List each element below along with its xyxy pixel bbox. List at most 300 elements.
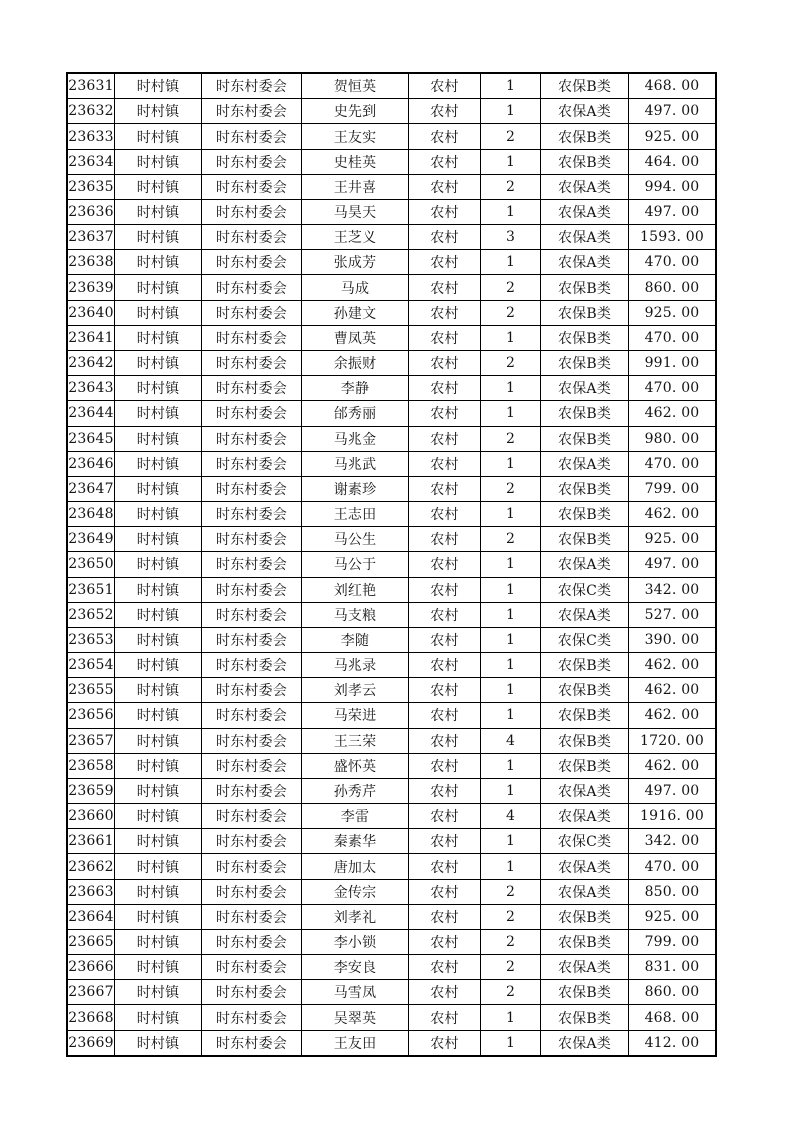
cell-amount: 462. 00 bbox=[629, 653, 717, 678]
cell-count: 1 bbox=[481, 778, 541, 803]
cell-name: 王友田 bbox=[302, 1030, 409, 1056]
cell-category: 农保B类 bbox=[541, 350, 629, 375]
cell-amount: 462. 00 bbox=[629, 502, 717, 527]
cell-count: 1 bbox=[481, 199, 541, 224]
cell-amount: 462. 00 bbox=[629, 703, 717, 728]
cell-count: 2 bbox=[481, 980, 541, 1005]
cell-village: 时东村委会 bbox=[202, 980, 302, 1005]
cell-village: 时东村委会 bbox=[202, 149, 302, 174]
cell-town: 时村镇 bbox=[115, 1005, 202, 1030]
cell-residence: 农村 bbox=[409, 904, 481, 929]
cell-name: 刘孝云 bbox=[302, 678, 409, 703]
cell-count: 1 bbox=[481, 1030, 541, 1056]
table-row bbox=[67, 250, 716, 275]
cell-id: 23667 bbox=[67, 980, 115, 1005]
cell-count: 2 bbox=[481, 275, 541, 300]
cell-residence: 农村 bbox=[409, 376, 481, 401]
cell-id: 23633 bbox=[67, 124, 115, 149]
cell-residence: 农村 bbox=[409, 73, 481, 99]
cell-village: 时东村委会 bbox=[202, 527, 302, 552]
cell-town: 时村镇 bbox=[115, 829, 202, 854]
cell-town: 时村镇 bbox=[115, 275, 202, 300]
cell-village: 时东村委会 bbox=[202, 300, 302, 325]
cell-town: 时村镇 bbox=[115, 527, 202, 552]
cell-amount: 925. 00 bbox=[629, 124, 717, 149]
cell-town: 时村镇 bbox=[115, 401, 202, 426]
cell-category: 农保A类 bbox=[541, 879, 629, 904]
cell-category: 农保C类 bbox=[541, 829, 629, 854]
cell-town: 时村镇 bbox=[115, 778, 202, 803]
table-row bbox=[67, 728, 716, 753]
table-row bbox=[67, 929, 716, 954]
table-row bbox=[67, 653, 716, 678]
cell-id: 23645 bbox=[67, 426, 115, 451]
cell-category: 农保B类 bbox=[541, 678, 629, 703]
cell-name: 李随 bbox=[302, 627, 409, 652]
cell-amount: 991. 00 bbox=[629, 350, 717, 375]
cell-residence: 农村 bbox=[409, 804, 481, 829]
cell-category: 农保B类 bbox=[541, 502, 629, 527]
cell-category: 农保A类 bbox=[541, 376, 629, 401]
cell-count: 2 bbox=[481, 300, 541, 325]
table-row bbox=[67, 149, 716, 174]
cell-amount: 468. 00 bbox=[629, 1005, 717, 1030]
cell-count: 2 bbox=[481, 955, 541, 980]
cell-amount: 1593. 00 bbox=[629, 225, 717, 250]
cell-village: 时东村委会 bbox=[202, 627, 302, 652]
cell-village: 时东村委会 bbox=[202, 778, 302, 803]
cell-category: 农保A类 bbox=[541, 778, 629, 803]
cell-name: 李小锁 bbox=[302, 929, 409, 954]
cell-category: 农保B类 bbox=[541, 1005, 629, 1030]
cell-residence: 农村 bbox=[409, 879, 481, 904]
cell-count: 4 bbox=[481, 728, 541, 753]
cell-amount: 462. 00 bbox=[629, 753, 717, 778]
cell-amount: 462. 00 bbox=[629, 401, 717, 426]
cell-name: 马荣进 bbox=[302, 703, 409, 728]
cell-residence: 农村 bbox=[409, 627, 481, 652]
cell-id: 23634 bbox=[67, 149, 115, 174]
cell-name: 盛怀英 bbox=[302, 753, 409, 778]
cell-town: 时村镇 bbox=[115, 325, 202, 350]
table-row bbox=[67, 502, 716, 527]
cell-amount: 470. 00 bbox=[629, 451, 717, 476]
cell-id: 23640 bbox=[67, 300, 115, 325]
cell-village: 时东村委会 bbox=[202, 502, 302, 527]
cell-residence: 农村 bbox=[409, 275, 481, 300]
cell-count: 1 bbox=[481, 376, 541, 401]
cell-category: 农保B类 bbox=[541, 929, 629, 954]
cell-id: 23657 bbox=[67, 728, 115, 753]
cell-count: 1 bbox=[481, 678, 541, 703]
cell-count: 1 bbox=[481, 250, 541, 275]
cell-town: 时村镇 bbox=[115, 1030, 202, 1056]
cell-residence: 农村 bbox=[409, 174, 481, 199]
cell-town: 时村镇 bbox=[115, 678, 202, 703]
cell-count: 1 bbox=[481, 854, 541, 879]
cell-town: 时村镇 bbox=[115, 653, 202, 678]
cell-count: 2 bbox=[481, 174, 541, 199]
table-row bbox=[67, 829, 716, 854]
cell-town: 时村镇 bbox=[115, 627, 202, 652]
table-row bbox=[67, 476, 716, 501]
cell-town: 时村镇 bbox=[115, 955, 202, 980]
cell-town: 时村镇 bbox=[115, 552, 202, 577]
cell-village: 时东村委会 bbox=[202, 174, 302, 199]
cell-village: 时东村委会 bbox=[202, 1030, 302, 1056]
cell-residence: 农村 bbox=[409, 929, 481, 954]
table-row bbox=[67, 1005, 716, 1030]
cell-name: 王井喜 bbox=[302, 174, 409, 199]
cell-id: 23643 bbox=[67, 376, 115, 401]
cell-count: 1 bbox=[481, 602, 541, 627]
cell-count: 1 bbox=[481, 1005, 541, 1030]
cell-count: 1 bbox=[481, 325, 541, 350]
cell-residence: 农村 bbox=[409, 451, 481, 476]
cell-town: 时村镇 bbox=[115, 199, 202, 224]
cell-amount: 390. 00 bbox=[629, 627, 717, 652]
cell-count: 1 bbox=[481, 577, 541, 602]
cell-residence: 农村 bbox=[409, 300, 481, 325]
cell-count: 3 bbox=[481, 225, 541, 250]
table-row bbox=[67, 451, 716, 476]
cell-amount: 831. 00 bbox=[629, 955, 717, 980]
cell-amount: 342. 00 bbox=[629, 577, 717, 602]
cell-name: 余振财 bbox=[302, 350, 409, 375]
cell-id: 23658 bbox=[67, 753, 115, 778]
cell-name: 贺恒英 bbox=[302, 73, 409, 99]
cell-name: 马公于 bbox=[302, 552, 409, 577]
cell-town: 时村镇 bbox=[115, 502, 202, 527]
cell-id: 23644 bbox=[67, 401, 115, 426]
table-row bbox=[67, 552, 716, 577]
cell-town: 时村镇 bbox=[115, 376, 202, 401]
cell-village: 时东村委会 bbox=[202, 753, 302, 778]
cell-category: 农保A类 bbox=[541, 250, 629, 275]
cell-id: 23649 bbox=[67, 527, 115, 552]
cell-village: 时东村委会 bbox=[202, 275, 302, 300]
cell-id: 23665 bbox=[67, 929, 115, 954]
cell-village: 时东村委会 bbox=[202, 955, 302, 980]
cell-count: 1 bbox=[481, 552, 541, 577]
cell-amount: 1916. 00 bbox=[629, 804, 717, 829]
cell-id: 23631 bbox=[67, 73, 115, 99]
cell-count: 1 bbox=[481, 401, 541, 426]
cell-id: 23662 bbox=[67, 854, 115, 879]
cell-name: 李静 bbox=[302, 376, 409, 401]
cell-town: 时村镇 bbox=[115, 879, 202, 904]
cell-residence: 农村 bbox=[409, 653, 481, 678]
cell-village: 时东村委会 bbox=[202, 426, 302, 451]
cell-town: 时村镇 bbox=[115, 804, 202, 829]
cell-town: 时村镇 bbox=[115, 225, 202, 250]
table-row bbox=[67, 904, 716, 929]
cell-town: 时村镇 bbox=[115, 854, 202, 879]
cell-category: 农保A类 bbox=[541, 199, 629, 224]
data-table bbox=[66, 72, 717, 1057]
cell-name: 马兆金 bbox=[302, 426, 409, 451]
cell-town: 时村镇 bbox=[115, 929, 202, 954]
cell-name: 吴翠英 bbox=[302, 1005, 409, 1030]
cell-count: 1 bbox=[481, 703, 541, 728]
cell-town: 时村镇 bbox=[115, 476, 202, 501]
cell-amount: 860. 00 bbox=[629, 275, 717, 300]
table-row bbox=[67, 804, 716, 829]
cell-count: 1 bbox=[481, 753, 541, 778]
cell-name: 史桂英 bbox=[302, 149, 409, 174]
cell-count: 2 bbox=[481, 527, 541, 552]
cell-name: 王志田 bbox=[302, 502, 409, 527]
cell-town: 时村镇 bbox=[115, 149, 202, 174]
cell-name: 金传宗 bbox=[302, 879, 409, 904]
cell-residence: 农村 bbox=[409, 149, 481, 174]
cell-name: 谢素珍 bbox=[302, 476, 409, 501]
cell-name: 马兆录 bbox=[302, 653, 409, 678]
cell-residence: 农村 bbox=[409, 199, 481, 224]
cell-category: 农保B类 bbox=[541, 653, 629, 678]
cell-village: 时东村委会 bbox=[202, 1005, 302, 1030]
cell-village: 时东村委会 bbox=[202, 451, 302, 476]
cell-village: 时东村委会 bbox=[202, 376, 302, 401]
cell-count: 2 bbox=[481, 476, 541, 501]
table-row bbox=[67, 678, 716, 703]
cell-residence: 农村 bbox=[409, 527, 481, 552]
cell-town: 时村镇 bbox=[115, 602, 202, 627]
cell-residence: 农村 bbox=[409, 476, 481, 501]
cell-residence: 农村 bbox=[409, 350, 481, 375]
cell-village: 时东村委会 bbox=[202, 804, 302, 829]
cell-village: 时东村委会 bbox=[202, 199, 302, 224]
cell-residence: 农村 bbox=[409, 250, 481, 275]
cell-id: 23664 bbox=[67, 904, 115, 929]
cell-id: 23663 bbox=[67, 879, 115, 904]
cell-amount: 925. 00 bbox=[629, 527, 717, 552]
cell-id: 23653 bbox=[67, 627, 115, 652]
cell-village: 时东村委会 bbox=[202, 703, 302, 728]
cell-name: 刘孝礼 bbox=[302, 904, 409, 929]
cell-amount: 468. 00 bbox=[629, 73, 717, 99]
cell-village: 时东村委会 bbox=[202, 653, 302, 678]
cell-amount: 860. 00 bbox=[629, 980, 717, 1005]
cell-id: 23661 bbox=[67, 829, 115, 854]
cell-category: 农保A类 bbox=[541, 602, 629, 627]
cell-category: 农保A类 bbox=[541, 804, 629, 829]
cell-id: 23650 bbox=[67, 552, 115, 577]
cell-village: 时东村委会 bbox=[202, 854, 302, 879]
cell-village: 时东村委会 bbox=[202, 678, 302, 703]
cell-category: 农保A类 bbox=[541, 174, 629, 199]
cell-town: 时村镇 bbox=[115, 753, 202, 778]
cell-id: 23632 bbox=[67, 99, 115, 124]
cell-category: 农保C类 bbox=[541, 627, 629, 652]
cell-name: 王芝义 bbox=[302, 225, 409, 250]
cell-residence: 农村 bbox=[409, 502, 481, 527]
cell-id: 23666 bbox=[67, 955, 115, 980]
cell-amount: 462. 00 bbox=[629, 678, 717, 703]
cell-name: 马公生 bbox=[302, 527, 409, 552]
cell-id: 23659 bbox=[67, 778, 115, 803]
table-row bbox=[67, 73, 716, 99]
cell-residence: 农村 bbox=[409, 325, 481, 350]
cell-category: 农保B类 bbox=[541, 527, 629, 552]
cell-count: 1 bbox=[481, 99, 541, 124]
cell-amount: 527. 00 bbox=[629, 602, 717, 627]
cell-amount: 994. 00 bbox=[629, 174, 717, 199]
cell-village: 时东村委会 bbox=[202, 476, 302, 501]
cell-residence: 农村 bbox=[409, 955, 481, 980]
cell-town: 时村镇 bbox=[115, 577, 202, 602]
cell-category: 农保A类 bbox=[541, 854, 629, 879]
cell-name: 曹凤英 bbox=[302, 325, 409, 350]
cell-residence: 农村 bbox=[409, 1030, 481, 1056]
cell-amount: 850. 00 bbox=[629, 879, 717, 904]
cell-village: 时东村委会 bbox=[202, 602, 302, 627]
cell-residence: 农村 bbox=[409, 401, 481, 426]
cell-amount: 1720. 00 bbox=[629, 728, 717, 753]
cell-id: 23669 bbox=[67, 1030, 115, 1056]
cell-id: 23639 bbox=[67, 275, 115, 300]
cell-town: 时村镇 bbox=[115, 73, 202, 99]
table-row bbox=[67, 854, 716, 879]
cell-village: 时东村委会 bbox=[202, 401, 302, 426]
cell-residence: 农村 bbox=[409, 778, 481, 803]
cell-id: 23646 bbox=[67, 451, 115, 476]
cell-category: 农保B类 bbox=[541, 124, 629, 149]
cell-amount: 497. 00 bbox=[629, 199, 717, 224]
table-row bbox=[67, 778, 716, 803]
cell-residence: 农村 bbox=[409, 703, 481, 728]
table-row bbox=[67, 300, 716, 325]
cell-name: 孙建文 bbox=[302, 300, 409, 325]
cell-name: 邰秀丽 bbox=[302, 401, 409, 426]
cell-residence: 农村 bbox=[409, 728, 481, 753]
cell-id: 23638 bbox=[67, 250, 115, 275]
cell-residence: 农村 bbox=[409, 124, 481, 149]
table-row bbox=[67, 199, 716, 224]
table-row bbox=[67, 124, 716, 149]
cell-village: 时东村委会 bbox=[202, 829, 302, 854]
cell-town: 时村镇 bbox=[115, 350, 202, 375]
cell-category: 农保B类 bbox=[541, 426, 629, 451]
cell-village: 时东村委会 bbox=[202, 325, 302, 350]
table-body bbox=[67, 73, 716, 1056]
table-row bbox=[67, 602, 716, 627]
cell-count: 4 bbox=[481, 804, 541, 829]
table-row bbox=[67, 325, 716, 350]
cell-id: 23642 bbox=[67, 350, 115, 375]
cell-category: 农保A类 bbox=[541, 99, 629, 124]
table-row bbox=[67, 350, 716, 375]
cell-count: 1 bbox=[481, 451, 541, 476]
cell-id: 23647 bbox=[67, 476, 115, 501]
cell-amount: 980. 00 bbox=[629, 426, 717, 451]
cell-village: 时东村委会 bbox=[202, 577, 302, 602]
cell-village: 时东村委会 bbox=[202, 350, 302, 375]
cell-residence: 农村 bbox=[409, 225, 481, 250]
cell-amount: 470. 00 bbox=[629, 325, 717, 350]
table-row bbox=[67, 627, 716, 652]
cell-id: 23641 bbox=[67, 325, 115, 350]
cell-category: 农保B类 bbox=[541, 325, 629, 350]
cell-count: 1 bbox=[481, 73, 541, 99]
cell-category: 农保C类 bbox=[541, 577, 629, 602]
cell-amount: 470. 00 bbox=[629, 250, 717, 275]
cell-count: 1 bbox=[481, 149, 541, 174]
cell-amount: 497. 00 bbox=[629, 99, 717, 124]
cell-category: 农保B类 bbox=[541, 73, 629, 99]
cell-name: 王友实 bbox=[302, 124, 409, 149]
table-row bbox=[67, 1030, 716, 1056]
cell-category: 农保A类 bbox=[541, 1030, 629, 1056]
cell-town: 时村镇 bbox=[115, 174, 202, 199]
table-row bbox=[67, 225, 716, 250]
cell-name: 唐加太 bbox=[302, 854, 409, 879]
cell-id: 23637 bbox=[67, 225, 115, 250]
table-row bbox=[67, 99, 716, 124]
cell-town: 时村镇 bbox=[115, 728, 202, 753]
cell-amount: 799. 00 bbox=[629, 476, 717, 501]
cell-id: 23654 bbox=[67, 653, 115, 678]
cell-town: 时村镇 bbox=[115, 980, 202, 1005]
cell-name: 马昊天 bbox=[302, 199, 409, 224]
cell-amount: 412. 00 bbox=[629, 1030, 717, 1056]
cell-village: 时东村委会 bbox=[202, 879, 302, 904]
cell-category: 农保B类 bbox=[541, 728, 629, 753]
cell-count: 1 bbox=[481, 829, 541, 854]
cell-amount: 470. 00 bbox=[629, 376, 717, 401]
cell-name: 王三荣 bbox=[302, 728, 409, 753]
cell-town: 时村镇 bbox=[115, 703, 202, 728]
table-row bbox=[67, 753, 716, 778]
cell-village: 时东村委会 bbox=[202, 552, 302, 577]
cell-residence: 农村 bbox=[409, 1005, 481, 1030]
cell-residence: 农村 bbox=[409, 980, 481, 1005]
cell-category: 农保A类 bbox=[541, 225, 629, 250]
cell-count: 1 bbox=[481, 653, 541, 678]
table-row bbox=[67, 703, 716, 728]
cell-id: 23660 bbox=[67, 804, 115, 829]
cell-id: 23652 bbox=[67, 602, 115, 627]
cell-category: 农保B类 bbox=[541, 401, 629, 426]
table-row bbox=[67, 401, 716, 426]
cell-amount: 497. 00 bbox=[629, 552, 717, 577]
cell-count: 2 bbox=[481, 350, 541, 375]
cell-count: 1 bbox=[481, 627, 541, 652]
cell-category: 农保B类 bbox=[541, 275, 629, 300]
cell-category: 农保A类 bbox=[541, 955, 629, 980]
cell-residence: 农村 bbox=[409, 99, 481, 124]
cell-id: 23635 bbox=[67, 174, 115, 199]
cell-name: 秦素华 bbox=[302, 829, 409, 854]
cell-category: 农保B类 bbox=[541, 703, 629, 728]
cell-village: 时东村委会 bbox=[202, 250, 302, 275]
cell-category: 农保B类 bbox=[541, 149, 629, 174]
cell-count: 2 bbox=[481, 426, 541, 451]
cell-id: 23636 bbox=[67, 199, 115, 224]
cell-town: 时村镇 bbox=[115, 250, 202, 275]
cell-amount: 799. 00 bbox=[629, 929, 717, 954]
cell-amount: 925. 00 bbox=[629, 300, 717, 325]
cell-town: 时村镇 bbox=[115, 99, 202, 124]
cell-residence: 农村 bbox=[409, 753, 481, 778]
cell-village: 时东村委会 bbox=[202, 73, 302, 99]
cell-id: 23651 bbox=[67, 577, 115, 602]
cell-amount: 497. 00 bbox=[629, 778, 717, 803]
cell-town: 时村镇 bbox=[115, 904, 202, 929]
cell-residence: 农村 bbox=[409, 602, 481, 627]
table-row bbox=[67, 577, 716, 602]
cell-name: 史先到 bbox=[302, 99, 409, 124]
